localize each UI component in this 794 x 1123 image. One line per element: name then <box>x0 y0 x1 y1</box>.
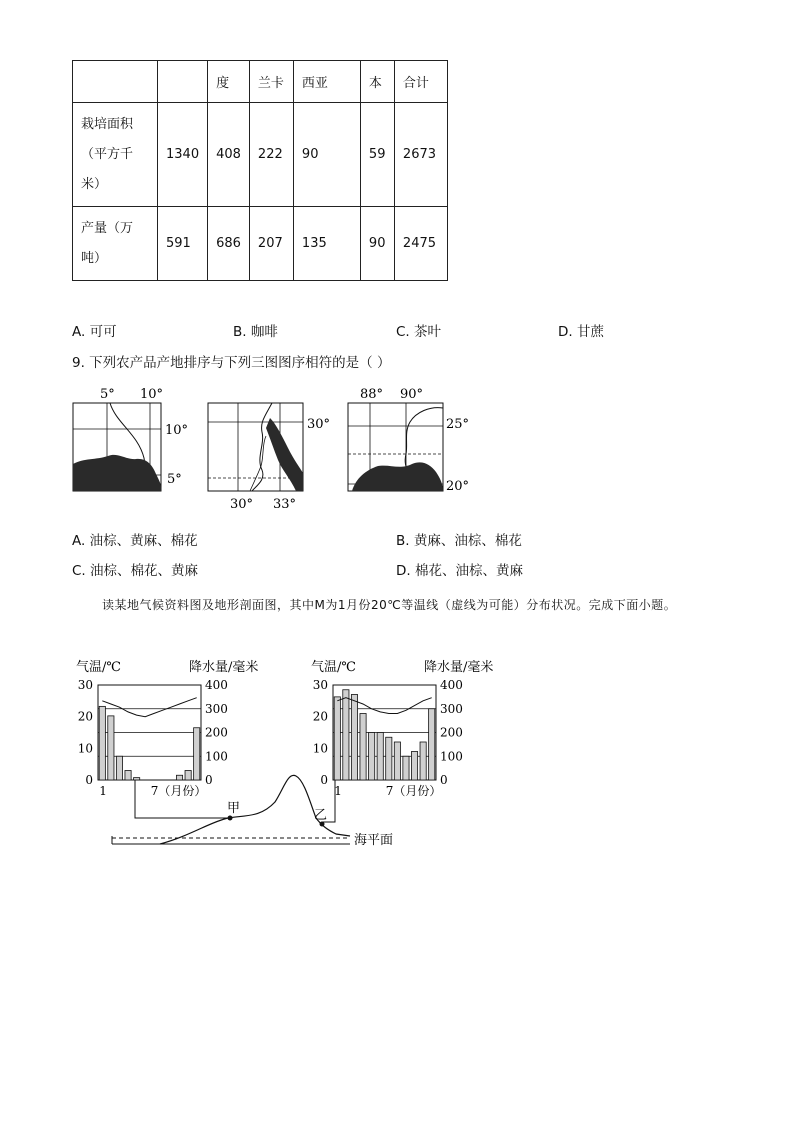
x-tick: 1 <box>99 784 107 798</box>
precipitation-bar <box>125 771 131 781</box>
table-header-cell: 兰卡 <box>249 61 293 103</box>
precipitation-tick: 100 <box>440 749 463 764</box>
map1-label: 5° <box>167 472 182 487</box>
temperature-tick: 20 <box>77 709 93 724</box>
x-tick: 7（月份） <box>150 784 207 798</box>
precipitation-bar <box>334 697 340 780</box>
temperature-tick: 30 <box>312 678 328 692</box>
precipitation-bar <box>176 775 182 780</box>
x-tick: 1 <box>334 784 342 798</box>
table-header-cell: 合计 <box>394 61 447 103</box>
precipitation-axis-title: 降水量/毫米 <box>424 660 494 675</box>
precipitation-bar <box>386 737 392 780</box>
point-jia-label: 甲 <box>227 801 241 816</box>
precipitation-bar <box>429 709 435 780</box>
temperature-tick: 30 <box>77 678 93 692</box>
q9-option-c[interactable]: C. 油棕、棉花、黄麻 <box>72 563 199 579</box>
map3-label: 25° <box>446 417 470 432</box>
precipitation-bar <box>377 733 383 781</box>
row-label: 栽培面积（平方千米） <box>73 103 158 207</box>
table-cell: 1340 <box>158 103 208 207</box>
table-row <box>73 103 448 207</box>
map2-label: 33° <box>273 497 297 512</box>
table-cell: 207 <box>249 207 293 281</box>
precipitation-tick: 0 <box>205 773 213 787</box>
q8-option-d[interactable]: D. 甘蔗 <box>558 324 604 340</box>
q9-option-b[interactable]: B. 黄麻、油棕、棉花 <box>396 533 522 549</box>
precipitation-bar <box>360 714 366 781</box>
q8-option-a[interactable]: A. 可可 <box>72 324 117 340</box>
row-label: 产量（万吨） <box>73 207 158 281</box>
q9-stem: 9. 下列农产品产地排序与下列三图图序相符的是（ ） <box>72 355 391 371</box>
map1-label: 10° <box>140 387 164 402</box>
map3-label: 88° <box>360 387 384 402</box>
map1-label: 5° <box>100 387 115 402</box>
precipitation-bar <box>185 771 191 781</box>
precipitation-bar <box>394 742 400 780</box>
precipitation-tick: 200 <box>205 725 228 740</box>
map-2 <box>208 403 330 512</box>
table-cell: 591 <box>158 207 208 281</box>
precipitation-bar <box>420 742 426 780</box>
table-cell: 222 <box>249 103 293 207</box>
table-cell: 90 <box>360 207 394 281</box>
map-3 <box>348 387 469 494</box>
q9-option-a[interactable]: A. 油棕、黄麻、棉花 <box>72 533 198 549</box>
map3-label: 90° <box>400 387 424 402</box>
precipitation-bar <box>343 690 349 780</box>
table-cell: 135 <box>293 207 360 281</box>
temperature-axis-title: 气温/℃ <box>76 660 121 675</box>
precipitation-tick: 400 <box>205 678 228 692</box>
table-header-cell <box>73 61 158 103</box>
precipitation-axis-title: 降水量/毫米 <box>189 660 259 675</box>
table-header-cell: 度 <box>208 61 250 103</box>
temperature-tick: 10 <box>312 741 328 756</box>
table-header-cell <box>158 61 208 103</box>
map2-label: 30° <box>230 497 254 512</box>
climate-chart-right <box>311 659 493 798</box>
q8-option-c[interactable]: C. 茶叶 <box>396 324 442 340</box>
table-row <box>73 207 448 281</box>
temperature-tick: 20 <box>312 709 328 724</box>
table-cell: 90 <box>293 103 360 207</box>
table-cell: 408 <box>208 103 250 207</box>
precipitation-tick: 0 <box>440 773 448 787</box>
point-yi-label: 乙 <box>314 808 328 823</box>
table-cell: 2475 <box>394 207 447 281</box>
temperature-tick: 0 <box>320 773 328 787</box>
table-cell: 59 <box>360 103 394 207</box>
climate-figure <box>60 652 500 852</box>
precipitation-bar <box>411 752 417 781</box>
reading-passage: 读某地气候资料图及地形剖面图，其中M为1月份20℃等温线（虚线为可能）分布状况。完成下面小题。 <box>102 598 677 612</box>
table-header-cell: 本 <box>360 61 394 103</box>
table-cell: 686 <box>208 207 250 281</box>
map1-label: 10° <box>165 423 189 438</box>
precipitation-bar <box>403 756 409 780</box>
map2-label: 30° <box>307 417 331 432</box>
q9-option-d[interactable]: D. 棉花、油棕、黄麻 <box>396 563 523 579</box>
precipitation-bar <box>108 716 114 780</box>
precipitation-tick: 300 <box>205 701 228 716</box>
temperature-axis-title: 气温/℃ <box>311 660 356 675</box>
precipitation-bar <box>99 706 105 780</box>
temperature-tick: 0 <box>85 773 93 787</box>
precipitation-tick: 400 <box>440 678 463 692</box>
precipitation-tick: 300 <box>440 701 463 716</box>
table-header-row <box>73 61 448 103</box>
climate-chart-left <box>76 659 258 798</box>
q9-maps <box>60 378 500 514</box>
sea-level-label: 海平面 <box>354 833 394 848</box>
table-cell: 2673 <box>394 103 447 207</box>
temperature-tick: 10 <box>77 741 93 756</box>
precipitation-tick: 200 <box>440 725 463 740</box>
precipitation-bar <box>351 695 357 781</box>
precipitation-bar <box>194 728 200 780</box>
map-1 <box>73 387 188 491</box>
precipitation-bar <box>116 756 122 780</box>
crop-data-table <box>72 60 448 281</box>
table-header-cell: 西亚 <box>293 61 360 103</box>
precipitation-bar <box>134 778 140 780</box>
precipitation-tick: 100 <box>205 749 228 764</box>
x-tick: 7（月份） <box>385 784 442 798</box>
map3-label: 20° <box>446 479 470 494</box>
q8-option-b[interactable]: B. 咖啡 <box>233 324 278 340</box>
precipitation-bar <box>369 733 375 781</box>
